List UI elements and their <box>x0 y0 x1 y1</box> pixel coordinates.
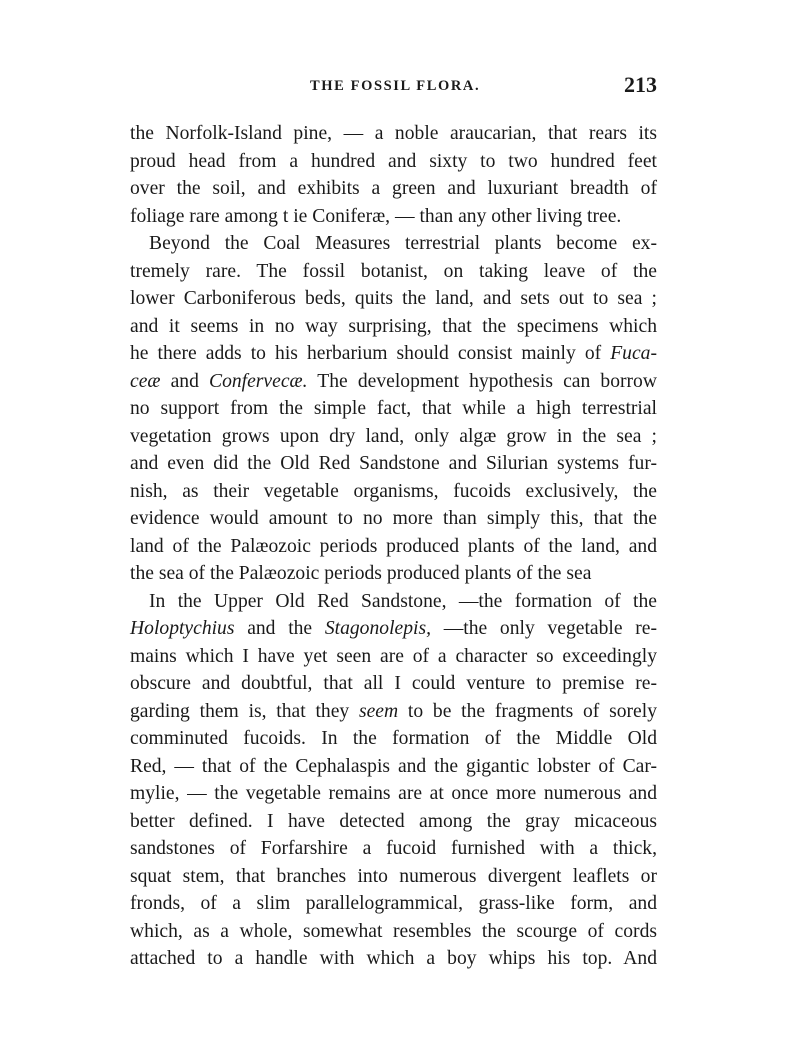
paragraph-first-line <box>130 230 657 258</box>
text-line <box>130 643 657 671</box>
text-line <box>130 285 657 313</box>
body-text <box>130 120 657 973</box>
italic-text: Fuca- <box>610 343 657 364</box>
text-segment: foliage rare among t ie Coniferæ, — than any other living tree. <box>130 205 622 227</box>
running-head <box>130 72 657 102</box>
text-segment: comminuted fucoids. In the formation of the Middle Old <box>130 728 657 749</box>
text-segment: obscure and doubtful, that all I could venture to premise re- <box>130 673 657 694</box>
text-line <box>130 835 657 863</box>
text-segment: garding them is, that they <box>130 700 359 722</box>
text-line <box>130 808 657 836</box>
text-line <box>130 560 657 588</box>
text-segment: sandstones of Forfarshire a fucoid furnished with a thick, <box>130 838 657 859</box>
paragraph-first-line <box>130 588 657 616</box>
text-segment: the Norfolk-Island pine, — a noble araucarian, that rears its <box>130 123 657 144</box>
text-line <box>130 725 657 753</box>
text-line <box>130 505 657 533</box>
text-line <box>130 258 657 286</box>
text-segment: over the soil, and exhibits a green and luxuriant breadth of <box>130 178 657 199</box>
text-line <box>130 313 657 341</box>
text-segment: —the only vegetable re- <box>430 618 657 639</box>
text-line <box>130 918 657 946</box>
text-line <box>130 450 657 478</box>
text-line <box>130 698 657 726</box>
text-line <box>130 203 657 231</box>
text-segment: tremely rare. The fossil botanist, on taking leave of the <box>130 260 657 282</box>
text-segment: mylie, — the vegetable remains are at once more numerous and <box>130 783 657 804</box>
text-segment: evidence would amount to no more than simply this, that the <box>130 508 657 529</box>
text-line <box>130 863 657 891</box>
text-line <box>130 753 657 781</box>
text-segment: Red, — that of the Cephalaspis and the gigantic lobster of Car- <box>130 755 657 777</box>
text-line <box>130 368 657 396</box>
running-title: THE FOSSIL FLORA. <box>310 78 481 94</box>
text-segment: no support from the simple fact, that while a high terrestrial <box>130 398 657 419</box>
text-segment: and the <box>234 618 325 639</box>
italic-text: ceæ <box>130 370 161 392</box>
text-line <box>130 148 657 176</box>
text-segment: to be the fragments of sorely <box>398 700 657 722</box>
text-line <box>130 533 657 561</box>
text-segment: The development hypothesis can borrow <box>307 370 657 392</box>
italic-text: Holoptychius <box>130 618 235 639</box>
italic-text: Stagonolepis, <box>324 618 431 639</box>
text-segment: and <box>160 370 209 392</box>
text-segment: which, as a whole, somewhat resembles the scourge of cords <box>130 920 657 942</box>
text-segment: fronds, of a slim parallelogrammical, grass-like form, and <box>130 893 657 914</box>
text-line <box>130 780 657 808</box>
text-segment: better defined. I have detected among the gray micaceous <box>130 810 657 832</box>
text-line <box>130 423 657 451</box>
text-line <box>130 395 657 423</box>
text-line <box>130 615 657 643</box>
text-segment: he there adds to his herbarium should consist mainly of <box>130 343 611 364</box>
text-line <box>130 478 657 506</box>
text-segment: Beyond the Coal Measures terrestrial plants become ex- <box>149 233 657 254</box>
text-line <box>130 120 657 148</box>
text-segment: attached to a handle with which a boy whips his top. And <box>130 948 657 969</box>
text-segment: In the Upper Old Red Sandstone, —the formation of the <box>149 590 657 612</box>
page-number: 213 <box>624 72 657 97</box>
text-segment: and even did the Old Red Sandstone and Silurian systems fur- <box>130 453 657 474</box>
text-line <box>130 945 657 973</box>
text-segment: proud head from a hundred and sixty to two hundred feet <box>130 150 657 172</box>
text-segment: mains which I have yet seen are of a character so exceedingly <box>130 645 657 667</box>
text-segment: the sea of the Palæozoic periods produced plants of the sea <box>130 563 592 584</box>
text-line <box>130 670 657 698</box>
text-segment: squat stem, that branches into numerous divergent leaflets or <box>130 865 657 887</box>
text-segment: land of the Palæozoic periods produced plants of the land, and <box>130 535 657 557</box>
text-segment: nish, as their vegetable organisms, fucoids exclusively, the <box>130 480 657 502</box>
text-segment: lower Carboniferous beds, quits the land, and sets out to sea ; <box>130 288 657 309</box>
text-line <box>130 175 657 203</box>
text-line <box>130 890 657 918</box>
italic-text: seem <box>358 700 399 722</box>
text-segment: vegetation grows upon dry land, only algæ grow in the sea ; <box>130 425 657 447</box>
text-segment: and it seems in no way surprising, that the specimens which <box>130 315 657 337</box>
text-line <box>130 340 657 368</box>
italic-text: Confervecæ. <box>209 370 308 392</box>
